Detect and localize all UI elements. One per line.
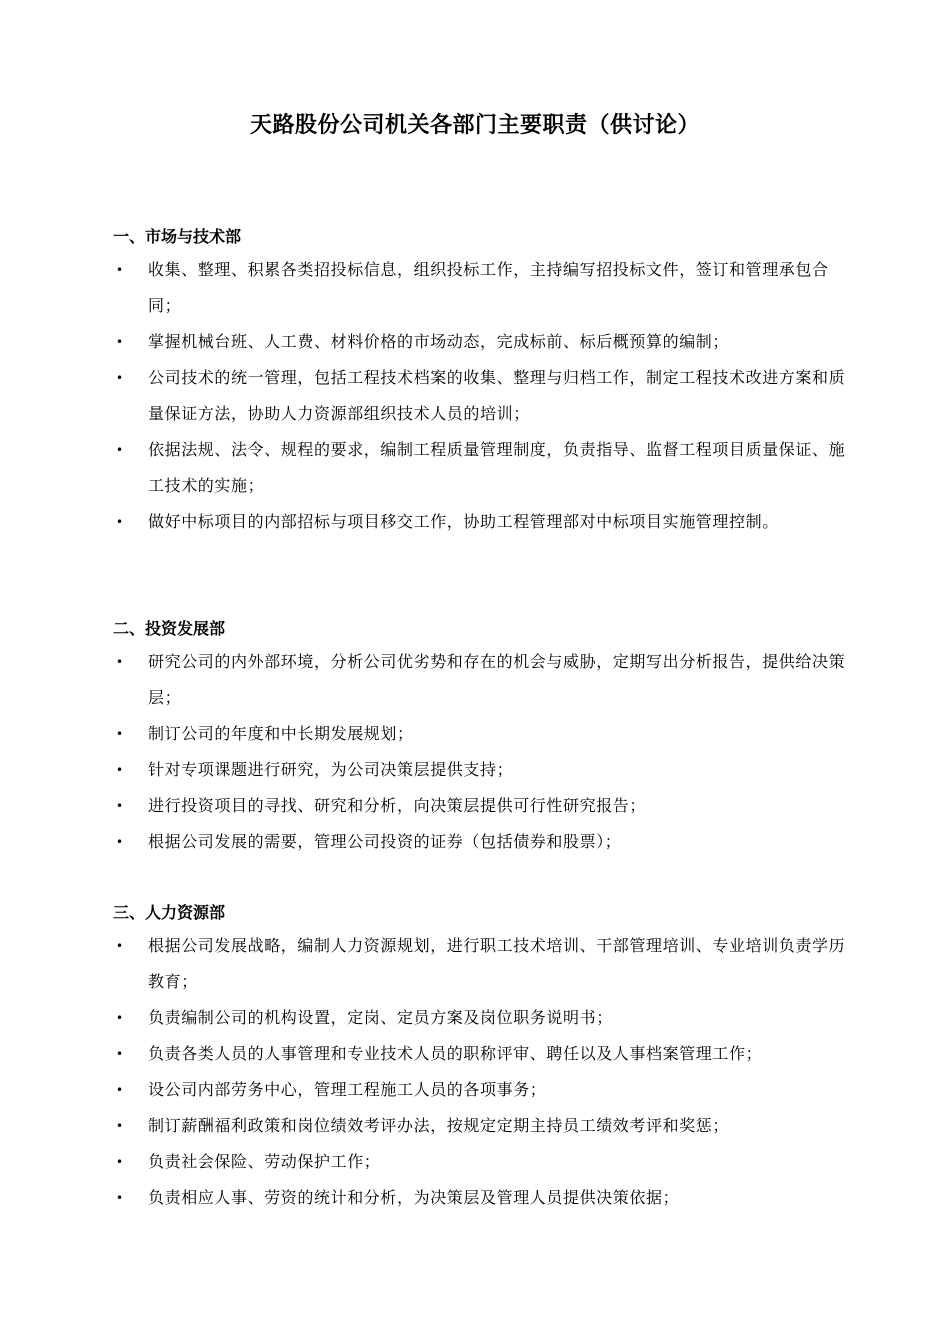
section-heading: 二、投资发展部 [113, 619, 226, 638]
list-item [113, 716, 853, 752]
list-item [113, 1036, 853, 1072]
duty-list [113, 644, 853, 860]
bullet-icon: • [116, 799, 124, 813]
section-human-resources [113, 902, 853, 1216]
list-item-text: 研究公司的内外部环境，分析公司优劣势和存在的机会与威胁，定期写出分析报告，提供给决策层； [148, 652, 846, 707]
bullet-icon: • [116, 1119, 124, 1133]
section-heading: 一、市场与技术部 [113, 227, 242, 246]
section-heading: 三、人力资源部 [113, 903, 226, 922]
bullet-icon: • [116, 655, 124, 669]
list-item-text: 负责社会保险、劳动保护工作； [148, 1152, 381, 1171]
list-item-text: 根据公司发展战略，编制人力资源规划，进行职工技术培训、干部管理培训、专业培训负责学历教育； [148, 936, 846, 991]
list-item [113, 1180, 853, 1216]
list-item-text: 掌握机械台班、人工费、材料价格的市场动态，完成标前、标后概预算的编制； [148, 332, 730, 351]
list-item [113, 360, 853, 432]
list-item [113, 1108, 853, 1144]
duty-list [113, 252, 853, 540]
bullet-icon: • [116, 371, 124, 385]
list-item [113, 1144, 853, 1180]
list-item [113, 824, 853, 860]
bullet-icon: • [116, 1047, 124, 1061]
list-item [113, 432, 853, 504]
list-item [113, 252, 853, 324]
list-item-text: 制订公司的年度和中长期发展规划； [148, 724, 414, 743]
list-item [113, 752, 853, 788]
bullet-icon: • [116, 1191, 124, 1205]
bullet-icon: • [116, 443, 124, 457]
list-item [113, 1072, 853, 1108]
list-item-text: 制订薪酬福利政策和岗位绩效考评办法，按规定定期主持员工绩效考评和奖惩； [148, 1116, 730, 1135]
list-item-text: 公司技术的统一管理，包括工程技术档案的收集、整理与归档工作，制定工程技术改进方案和质量保证方法，协助人力资源部组织技术人员的培训； [148, 368, 846, 423]
bullet-icon: • [116, 1155, 124, 1169]
bullet-icon: • [116, 835, 124, 849]
bullet-icon: • [116, 1083, 124, 1097]
list-item [113, 504, 853, 540]
list-item-text: 依据法规、法令、规程的要求，编制工程质量管理制度，负责指导、监督工程项目质量保证、施工技术的实施； [148, 440, 846, 495]
bullet-icon: • [116, 727, 124, 741]
list-item-text: 设公司内部劳务中心，管理工程施工人员的各项事务； [148, 1080, 547, 1099]
list-item-text: 收集、整理、积累各类招投标信息，组织投标工作，主持编写招投标文件，签订和管理承包合同； [148, 260, 829, 315]
list-item-text: 负责相应人事、劳资的统计和分析，为决策层及管理人员提供决策依据； [148, 1188, 680, 1207]
list-item-text: 进行投资项目的寻找、研究和分析，向决策层提供可行性研究报告； [148, 796, 647, 815]
list-item [113, 1000, 853, 1036]
bullet-icon: • [116, 335, 124, 349]
section-market-technology [113, 226, 853, 540]
list-item-text: 负责各类人员的人事管理和专业技术人员的职称评审、聘任以及人事档案管理工作； [148, 1044, 763, 1063]
list-item [113, 644, 853, 716]
bullet-icon: • [116, 263, 124, 277]
bullet-icon: • [116, 1011, 124, 1025]
list-item-text: 负责编制公司的机构设置，定岗、定员方案及岗位职务说明书； [148, 1008, 613, 1027]
list-item-text: 做好中标项目的内部招标与项目移交工作，协助工程管理部对中标项目实施管理控制。 [148, 512, 779, 531]
list-item [113, 928, 853, 1000]
bullet-icon: • [116, 939, 124, 953]
bullet-icon: • [116, 763, 124, 777]
duty-list [113, 928, 853, 1216]
list-item-text: 针对专项课题进行研究，为公司决策层提供支持； [148, 760, 514, 779]
list-item [113, 788, 853, 824]
list-item-text: 根据公司发展的需要，管理公司投资的证券（包括债券和股票）； [148, 832, 622, 851]
page-title: 天路股份公司机关各部门主要职责（供讨论） [249, 113, 700, 138]
list-item [113, 324, 853, 360]
section-investment-development [113, 618, 853, 860]
bullet-icon: • [116, 515, 124, 529]
